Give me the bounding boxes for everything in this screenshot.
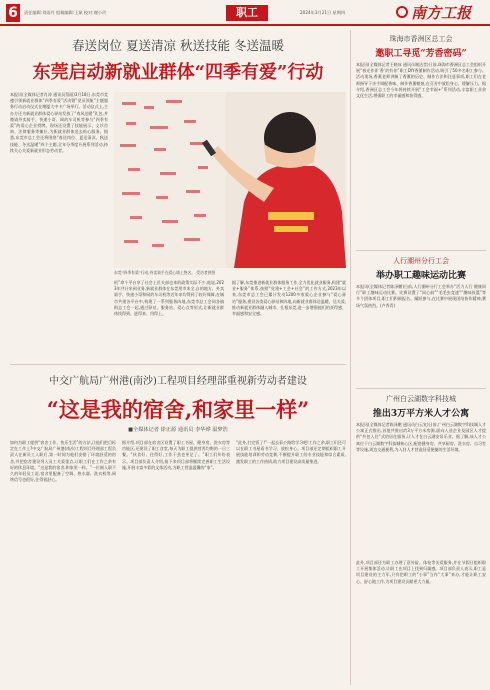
sidebar-story-b-title: 举办职工趣味运动比赛 (375, 271, 466, 281)
page-number: 6 (8, 5, 18, 21)
date-line: 2024年3月21日 星期四 (300, 10, 346, 15)
story2-body-col2: 据介绍,项目部在宿舍区设置了职工书屋、健身房、洗衣房等功能区,还建设了职工食堂,每天为职工提供营养均衡的一日三餐。“伙食好、住得好,工作干劲也更足了。”职工们纷纷表示。项目部负责人介绍,接下来项目部将继续完善职工生活设施,开展丰富多彩的文体活动,为职工营造温馨的“家”。 (122, 440, 230, 470)
masthead-title: 南方工报 (411, 4, 472, 22)
sidebar-divider (350, 30, 351, 685)
story2-kicker: 中交广航局广州港(南沙)工程项目经理部重视新劳动者建设 (49, 376, 307, 387)
story2-body-col1: 如何为职工提供“宿舍工作、快乐生活”的方法,让他们把目标定在工作上?中交广航局广州港(南沙)工程项目经理部工程负责人在新员工入职后,第一时间为他们安排了环境舒适的宿舍,并把宿舍建设列入员工关爱重点,让职工们在工作之余有好的休息环境。“这是我的宿舍,和家里一样。”一位刚入职不久的年轻员工说,宿舍里配备了空调、热水器、洗衣机等,网络信号也很好,住得很舒心。 (10, 440, 116, 483)
story2-headline: “这是我的宿舍,和家里一样” (46, 397, 310, 422)
sidebar-story-b-body: 本报讯(全媒体记者陈泽鹏)日前,人行潮州分行工会举办“活力人行 健康同行”职工趣味运动比赛。比赛设置了“同心鼓”“毛毛虫竞速”“趣味投篮”等多个团体项目,职工们积极报名、踊跃参与,在比赛中展现团结协作精神,赛场气氛热烈。(卢秀青) (356, 284, 486, 308)
story2-body-col3: “此外,打完饭了!”一起去看公路给学习吧!工作之余,职工们还可以在职工书屋看书学习、放松身心。项目部还定期组织职工开展技能培训和劳动竞赛,不断提升职工的专业技能和综合素质,激发职工的工作热情,助力项目建设高质量推进。 (236, 440, 346, 464)
sidebar-story-b-kicker: 人行潮州分行工会 (393, 257, 449, 265)
story2-top-rule (10, 364, 346, 365)
section-label-box (226, 5, 268, 21)
sidebar-story-a-body: 本报讯(全媒体记者王晓冰 通讯员谢洁莹)日前,珠海市香洲区总工会组织开展“春光作伴‘香’约有你”职工DIY香薰制作活动,吸引了50多名职工参与。活动现场,香薰老师讲解了香薰的历史、制作方法和注意事项,职工们在老师指导下亲手调配香味、制作香薰蜡烛,在芬芳中放松身心、缓解压力。据介绍,香洲区总工会今年将持续开展“工会幸福+”系列活动,丰富职工业余文化生活,增强职工的幸福感和获得感。 (356, 62, 486, 99)
page-number-box (6, 4, 20, 22)
sidebar-story-a-title: 邀职工寻觅“芳香密码” (375, 49, 467, 59)
sidebar-story-c-body: 本报讯(全媒体记者陈泽鹏 通讯员白云宣)日前,广州白云湖数字科技城人才公寓正式推出,首批共推出约3万平方米房源,面向入驻企业及园区人才提供“拎包入住”式的居住服务,让人才在白云湖安居乐业。据了解,该人才公寓位于白云湖数字科技城核心区,配套健身房、共享厨房、洗衣房、自习室等设施,周边交通便利,为入驻人才营造舒适便捷的生活环境。 (356, 422, 486, 452)
story1-kicker: 春送岗位 夏送清凉 秋送技能 冬送温暖 (72, 38, 284, 53)
sidebar-story-c-kicker: 广州白云湖数字科技城 (386, 395, 456, 403)
masthead (396, 3, 486, 23)
editor-line: 责任编辑:刘雨丹 组稿编辑:王斌 校对:谢小玲 (24, 10, 107, 15)
masthead-logo-icon (396, 6, 408, 18)
story2-byline: ■全媒体记者 徐正源 通讯员 李华烨 温梦浩 (128, 427, 228, 433)
story1-body-col1: 本报讯(全媒体记者肖涛 通讯员蔡丽)3月18日,东莞市竞遵引领新就业群体“四季有爱”活动暨“党员领航”主题服务行动启动仪式在塘厦大中卡广场举行。活动仪式上,主办方还为新就业群体爱心驿站发放了“春风送暖”礼包,并邀请外卖骑手、快递小哥、网约车司机等参与“四季有爱”的爱心企业授牌。现场还设置了技能展示、义诊咨询、法律服务等摊位,为新就业群体送去贴心服务。据悉,东莞市总工会还将围绕“春送岗位、夏送清凉、秋送技能、冬送温暖”四个主题,全年分季度开展系列活动,持续关心关爱新就业形态劳动者。 (10, 92, 108, 153)
story1-photo (114, 92, 346, 268)
header-rule (0, 24, 490, 26)
sidebar-rule-1 (356, 250, 486, 251)
sidebar-bottom-body: 此外,项目部还为职工办理了意外险、体检等关爱服务,并在节假日组织职工开展集体活动,让职工在项目上找到归属感。项目部负责人表示,职工是项目建设的主力军,只有把职工的“小事”当作“大事”来办,才能让职工安心、舒心地工作,为项目建设贡献更大力量。 (356, 560, 486, 584)
section-label: 职工 (236, 6, 258, 19)
story1-photo-caption: 东莞“四季有爱”行动,外卖骑手在爱心墙上签名。 受访者供图 (114, 270, 216, 275)
story1-headline: 东莞启动新就业群体“四季有爱”行动 (32, 62, 324, 83)
sidebar-story-c-title: 推出3万平方米人才公寓 (372, 409, 470, 419)
story1-body-col3: 据了解,东莞推进新就业群体服务工作,全力优化就业服务,构建“就业+服务”体系,按照“党建+工会+社会”的工作方式,2023年以来,东莞市总工会已累计发动1200多家爱心企业参与“爱心驿站”服务,建设各类爱心驿站和阵地,向新就业群体送温暖、送关爱,推动新就业群体融入城市、扎根东莞,进一步增强他们的获得感、幸福感和安全感。 (232, 280, 346, 317)
story1-body-col2: 机”拿个平台享了社会上民关部也来的政策实际不少,他说,2023年共计来到业务,新就业群体在东莞用市来全,自的地方、外卖骑手、快递小哥和网约车司机等近年来均得到了较好保障,在城市共建各平台中,构建了一系列服务阵地,东莞市总工会同各镇街总工会一起,通过驿站、服务站、爱心点等形式,让新就业群体找得到、进得来、用得上。 (114, 280, 224, 317)
sidebar-story-a-kicker: 珠海市香洲区总工会 (389, 35, 453, 43)
sidebar-rule-2 (356, 388, 486, 389)
